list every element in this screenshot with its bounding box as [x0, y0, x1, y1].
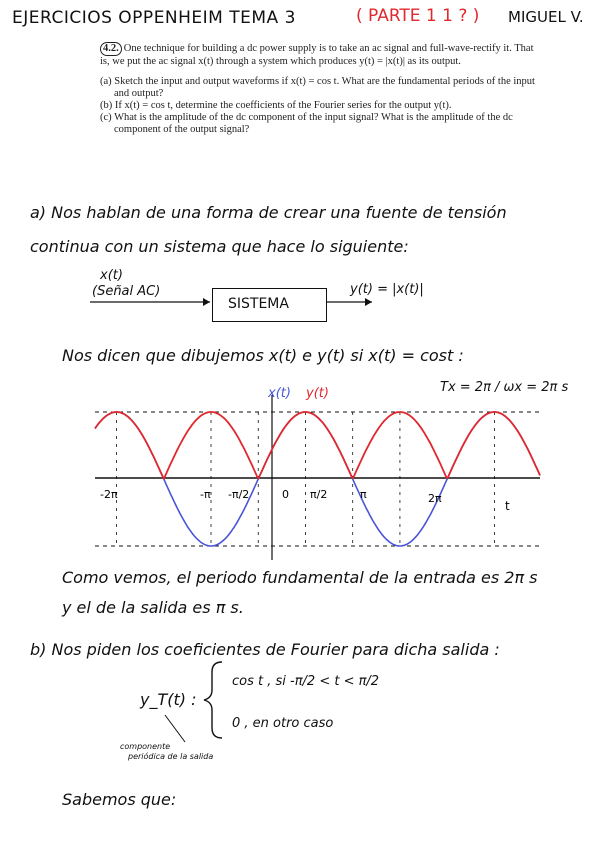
annotation-line1: componente: [120, 742, 171, 751]
piecewise-case-2: 0 , en otro caso: [232, 716, 334, 731]
tick-label-neg-pi: -π: [200, 488, 211, 501]
header-part: ( PARTE 1 1 ? ): [356, 6, 480, 26]
tick-label-pi: π: [360, 488, 367, 501]
header-title: EJERCICIOS OPPENHEIM TEMA 3: [12, 8, 296, 28]
piecewise-case-1: cos t , si -π/2 < t < π/2: [232, 674, 380, 689]
tick-marks: [117, 412, 495, 546]
series-y-of-t: [95, 412, 540, 479]
axis-label-t: t: [505, 499, 510, 513]
problem-text: One technique for building a dc power supply is to take an ac signal and full-wave-rectify it. That is, we put the ac signal x(t) through a system which produces y(t) = |x(t)| as its output.: [100, 43, 534, 67]
note-a-line1: a) Nos hablan de una forma de crear una fuente de tensión: [30, 203, 507, 222]
final-line: Sabemos que:: [62, 790, 177, 809]
piecewise-brace: [204, 662, 222, 738]
note-a-line2: continua con un sistema que hace lo siguiente:: [30, 237, 409, 256]
legend-x: x(t): [268, 386, 291, 401]
problem-part-a: (a) Sketch the input and output waveforms if x(t) = cos t. What are the fundamental periods of the input and output?: [100, 76, 535, 99]
tick-label-zero: 0: [282, 488, 289, 501]
input-arrowhead: [203, 298, 210, 306]
system-label: SISTEMA: [228, 296, 289, 312]
input-label-desc: (Señal AC): [92, 284, 161, 299]
output-label: y(t) = |x(t)|: [350, 282, 424, 297]
output-arrowhead: [365, 298, 372, 306]
annotation-line2: periódica de la salida: [128, 752, 214, 761]
conclusion-line2: y el de la salida es π s.: [62, 598, 244, 617]
note-b-line: b) Nos piden los coeficientes de Fourier para dicha salida :: [30, 640, 500, 659]
problem-number: 4.2.: [100, 42, 122, 56]
legend-y: y(t): [306, 386, 329, 401]
input-label: x(t): [100, 268, 123, 283]
plot-intro: Nos dicen que dibujemos x(t) e y(t) si x(t) = cost :: [62, 346, 464, 365]
tick-label-neg-half-pi: -π/2: [228, 488, 250, 501]
problem-part-c: (c) What is the amplitude of the dc component of the input signal? What is the amplitude of the dc component of the output signal?: [100, 112, 513, 135]
tick-label-half-pi: π/2: [310, 488, 328, 501]
period-formula: Tx = 2π / ωx = 2π s: [440, 380, 569, 395]
problem-part-b: (b) If x(t) = cos t, determine the coefficients of the Fourier series for the output y(t).: [100, 100, 452, 111]
annotation-pointer: [165, 715, 185, 742]
piecewise-lhs: y_T(t) :: [140, 690, 197, 709]
tick-label-2pi: 2π: [428, 492, 442, 505]
series-x-of-t: [95, 412, 540, 546]
conclusion-line1: Como vemos, el periodo fundamental de la entrada es 2π s: [62, 568, 538, 587]
header-author: MIGUEL V.: [508, 8, 584, 26]
tick-label-neg-2pi: -2π: [100, 488, 118, 501]
